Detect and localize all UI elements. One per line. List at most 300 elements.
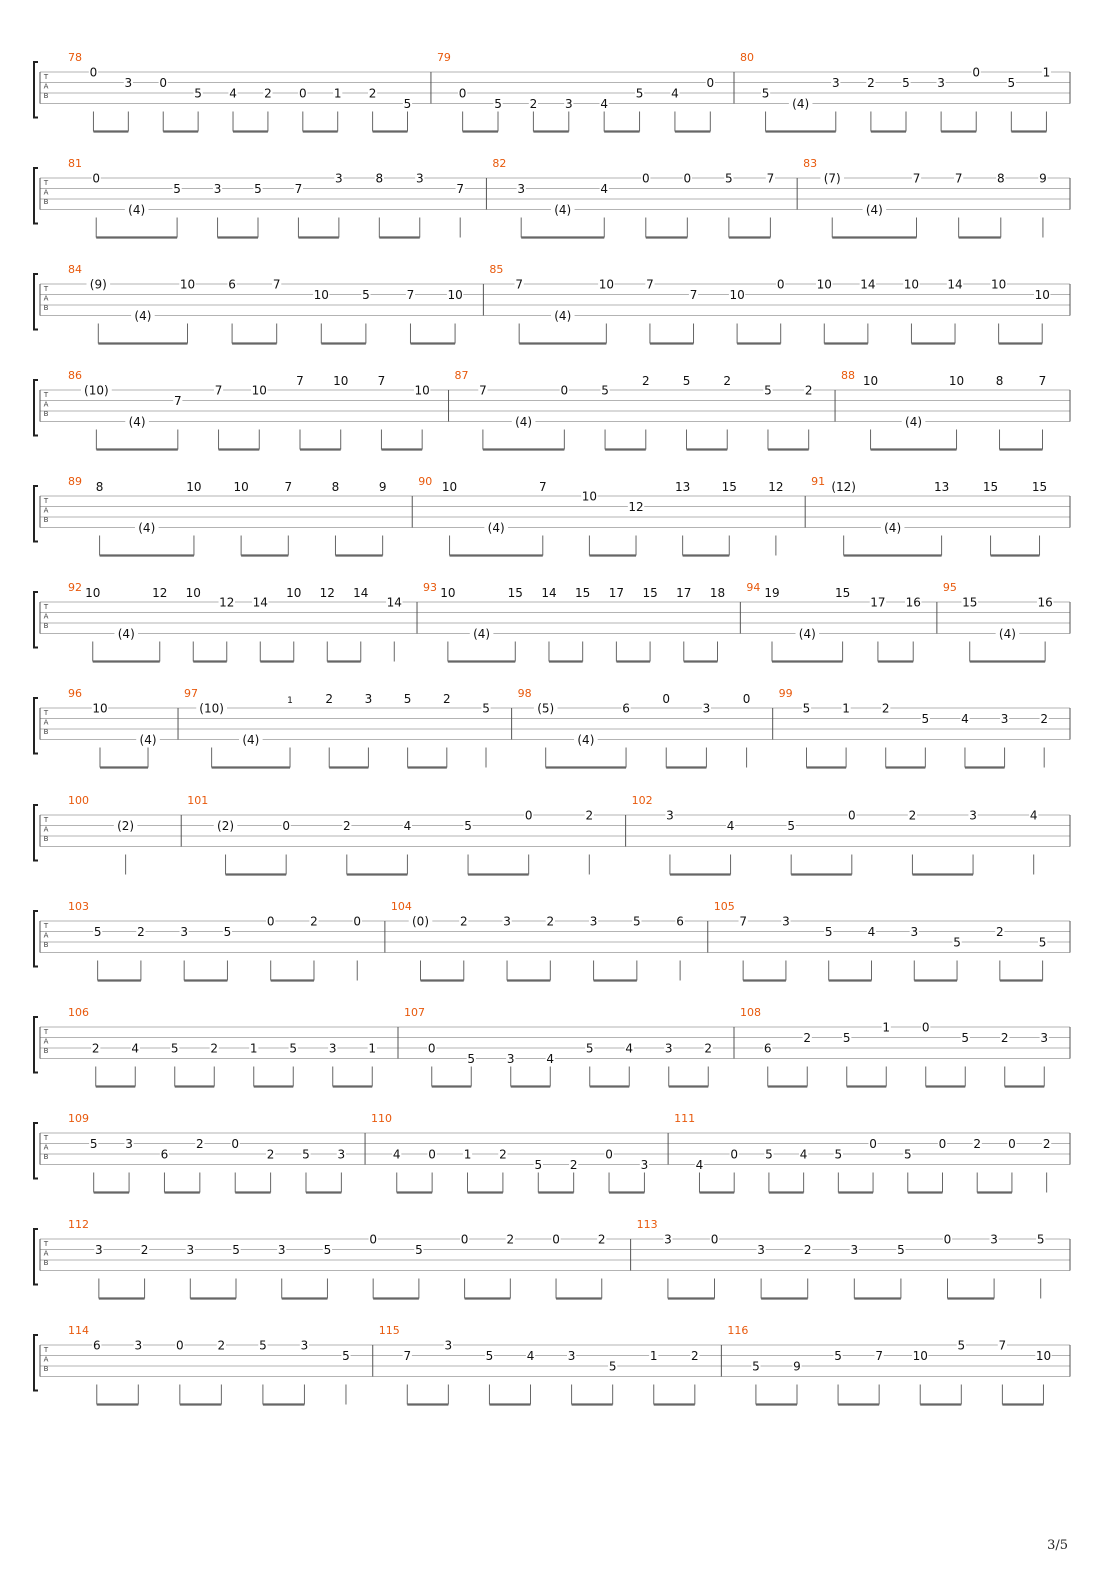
tab-clef-letter: B — [43, 941, 49, 949]
tab-system — [34, 51, 1070, 132]
tab-clef-letter: A — [43, 506, 49, 515]
tab-clef-letter: B — [43, 410, 49, 418]
fret-number: 2 — [342, 819, 351, 833]
tab-clef-letter: A — [43, 1355, 49, 1364]
fret-number: 7 — [646, 277, 654, 292]
fret-number: 3 — [702, 701, 711, 716]
fret-number: 7 — [875, 1349, 883, 1363]
fret-number: 5 — [1036, 1232, 1045, 1247]
fret-number: (4) — [884, 521, 902, 535]
fret-number: 1 — [882, 1020, 891, 1035]
tab-clef-letter: B — [43, 1153, 49, 1161]
fret-number: 0 — [742, 692, 751, 707]
fret-number: 10 — [333, 374, 349, 389]
system-bracket — [34, 1229, 38, 1285]
tab-clef-letter: T — [43, 603, 49, 611]
tab-clef-letter: B — [43, 1365, 49, 1373]
fret-number: 10 — [441, 480, 458, 495]
tab-clef-letter: T — [43, 1346, 49, 1354]
fret-number: 3 — [564, 97, 573, 111]
fret-number: 10 — [990, 277, 1007, 292]
fret-number: (4) — [554, 203, 572, 217]
fret-number: 19 — [764, 586, 780, 601]
fret-number: 10 — [598, 277, 614, 292]
fret-number: 6 — [160, 1147, 169, 1162]
fret-number: 15 — [507, 586, 523, 601]
fret-number: 10 — [581, 489, 598, 504]
system-bracket — [34, 1123, 38, 1179]
fret-number: 18 — [709, 586, 726, 601]
fret-number: 5 — [482, 701, 490, 716]
measure-number: 90 — [418, 475, 433, 488]
fret-number: 4 — [392, 1147, 401, 1162]
measure-number: 106 — [68, 1006, 89, 1019]
fret-number: 5 — [494, 97, 502, 111]
fret-number: 0 — [605, 1147, 613, 1162]
fret-number: 10 — [233, 480, 249, 495]
fret-number: 14 — [353, 586, 369, 601]
fret-number: 16 — [1037, 595, 1053, 610]
fret-number: 5 — [765, 1147, 773, 1162]
measure-number: 107 — [404, 1006, 425, 1019]
measure-number: 81 — [68, 157, 82, 170]
tab-system — [34, 900, 1070, 981]
fret-number: 3 — [415, 171, 424, 186]
fret-number: 10 — [414, 383, 430, 398]
fret-number: 10 — [179, 277, 196, 292]
fret-number: 3 — [213, 182, 222, 196]
fret-number: (7) — [823, 171, 841, 186]
tab-clef-letter: B — [43, 304, 49, 312]
tab-clef-letter: T — [43, 497, 49, 505]
fret-number: 3 — [664, 1232, 672, 1247]
fret-number: 0 — [353, 914, 362, 929]
tab-clef-letter: T — [43, 285, 49, 293]
measure-number: 82 — [492, 157, 507, 170]
system-bracket — [34, 1335, 38, 1391]
fret-number: 2 — [217, 1338, 226, 1353]
fret-number: 0 — [730, 1147, 739, 1162]
fret-number: 2 — [1000, 1031, 1009, 1045]
fret-number: 3 — [1040, 1031, 1049, 1045]
fret-number: 2 — [569, 1158, 578, 1172]
tab-clef-letter: B — [43, 92, 49, 100]
fret-number: 15 — [721, 480, 737, 495]
measure-number: 80 — [740, 51, 754, 64]
fret-number: 3 — [186, 1243, 195, 1257]
fret-number: 1 — [463, 1147, 472, 1162]
measure-number: 85 — [489, 263, 504, 276]
fret-number: 5 — [842, 1031, 851, 1045]
fret-number: 5 — [534, 1158, 543, 1172]
fret-number: 3 — [134, 1338, 143, 1353]
fret-number: 10 — [447, 288, 463, 302]
fret-number: (4) — [242, 733, 260, 747]
tab-clef-letter: A — [43, 188, 49, 197]
fret-number: 13 — [674, 480, 691, 495]
fret-number: 7 — [272, 277, 281, 292]
fret-number: 2 — [803, 1243, 812, 1257]
tab-system — [34, 157, 1070, 238]
tab-clef-letter: T — [43, 816, 49, 824]
fret-number: 7 — [377, 374, 386, 389]
fret-number: 1 — [333, 86, 342, 101]
fret-number: 3 — [910, 925, 919, 939]
fret-number: 10 — [903, 277, 920, 292]
fret-number: 5 — [752, 1359, 760, 1374]
fret-number: 5 — [802, 701, 811, 716]
fret-number: 5 — [194, 86, 202, 101]
fret-number: (4) — [117, 627, 135, 641]
fret-number: 7 — [173, 394, 182, 408]
fret-number: (10) — [199, 701, 224, 716]
fret-number: 0 — [159, 76, 168, 90]
fret-number: 15 — [1031, 480, 1048, 495]
fret-number: (4) — [128, 203, 146, 217]
measure-number: 83 — [803, 157, 818, 170]
fret-number: 4 — [1029, 808, 1038, 823]
fret-number: 2 — [881, 701, 890, 716]
fret-number: 12 — [768, 480, 784, 495]
fret-number: 2 — [499, 1147, 507, 1162]
fret-number: 5 — [89, 1137, 98, 1151]
fret-number: (4) — [134, 309, 152, 323]
fret-number: 8 — [331, 480, 340, 495]
fret-number: 2 — [1042, 1137, 1051, 1151]
fret-number: (5) — [537, 701, 555, 716]
measure-number: 94 — [746, 581, 761, 594]
system-bracket — [34, 1017, 38, 1073]
measure-number: 109 — [68, 1112, 89, 1125]
fret-number: 3 — [757, 1243, 765, 1257]
measure-number: 112 — [68, 1218, 89, 1231]
measure-number: 89 — [68, 475, 82, 488]
fret-number: 10 — [1035, 1349, 1052, 1363]
fret-number: 6 — [92, 1338, 101, 1353]
fret-number: 4 — [671, 86, 679, 101]
fret-number: 16 — [905, 595, 921, 610]
fret-number: 3 — [503, 914, 511, 929]
fret-number: 0 — [776, 277, 785, 292]
fret-number: 2 — [973, 1137, 982, 1151]
fret-number: 0 — [1008, 1137, 1016, 1151]
fret-number: 3 — [300, 1338, 309, 1353]
fret-number: 2 — [459, 914, 468, 929]
measure-number: 115 — [378, 1324, 400, 1337]
fret-number: 5 — [902, 76, 910, 90]
fret-number: 5 — [635, 86, 644, 101]
fret-number: 4 — [546, 1052, 555, 1066]
measure-number: 88 — [841, 369, 856, 382]
measure-number: 103 — [68, 900, 89, 913]
fret-number: 2 — [368, 86, 377, 101]
fret-number: 0 — [552, 1232, 560, 1247]
fret-number: 5 — [834, 1147, 843, 1162]
fret-number: 5 — [824, 925, 833, 939]
fret-number: 3 — [444, 1338, 453, 1353]
fret-number: 5 — [259, 1338, 267, 1353]
measure-number: 111 — [674, 1112, 696, 1125]
tab-system — [34, 1324, 1070, 1405]
fret-number: 5 — [173, 182, 181, 196]
fret-number: 2 — [597, 1232, 606, 1247]
fret-number: 5 — [834, 1349, 842, 1363]
measure-number: 79 — [436, 51, 451, 64]
fret-number: 10 — [1034, 288, 1050, 302]
tab-system — [34, 475, 1070, 556]
tab-clef-letter: B — [43, 1047, 49, 1055]
fret-number: 5 — [223, 925, 232, 939]
tab-system — [34, 581, 1070, 662]
fret-number: 4 — [961, 712, 969, 726]
fret-number: (0) — [412, 914, 430, 929]
fret-number: 2 — [506, 1232, 515, 1247]
tab-clef-letter: T — [43, 1134, 49, 1142]
fret-number: 3 — [1000, 712, 1009, 726]
fret-number: 0 — [706, 76, 715, 90]
measure-number: 108 — [740, 1006, 761, 1019]
system-bracket — [34, 698, 38, 754]
fret-number: 0 — [266, 914, 275, 929]
fret-number: 8 — [995, 374, 1004, 389]
measure-number: 116 — [727, 1324, 749, 1337]
fret-number: 12 — [152, 586, 168, 601]
fret-number: 2 — [723, 374, 732, 389]
tab-clef-letter: T — [43, 922, 49, 930]
fret-number: 5 — [921, 712, 930, 726]
measure-number: 114 — [68, 1324, 89, 1337]
fret-number: 5 — [897, 1243, 905, 1257]
tab-clef-letter: B — [43, 835, 49, 843]
fret-number: 10 — [186, 480, 202, 495]
fret-number: 7 — [296, 374, 304, 389]
fret-number: 9 — [378, 480, 387, 495]
fret-number: 4 — [867, 925, 876, 939]
fret-number: (4) — [577, 733, 595, 747]
fret-number: 12 — [319, 586, 335, 601]
tab-system — [34, 263, 1070, 344]
tab-system — [34, 687, 1070, 768]
fret-number: 2 — [140, 1243, 149, 1257]
fret-number: (10) — [84, 383, 109, 398]
measure-number: 78 — [68, 51, 82, 64]
fret-number: 7 — [284, 480, 293, 495]
fret-number: 0 — [231, 1137, 240, 1151]
fret-number: 5 — [787, 819, 796, 833]
fret-number: (4) — [473, 627, 491, 641]
fret-number: 5 — [485, 1349, 494, 1363]
fret-number: 0 — [869, 1137, 877, 1151]
fret-number: 2 — [996, 925, 1004, 939]
fret-number: 7 — [456, 182, 465, 196]
fret-number: 0 — [943, 1232, 952, 1247]
fret-number: 1 — [249, 1041, 258, 1056]
fret-number: 0 — [938, 1137, 947, 1151]
fret-number: 12 — [219, 595, 235, 610]
fret-number: 2 — [264, 86, 272, 101]
fret-number: 15 — [834, 586, 851, 601]
fret-number: 0 — [458, 86, 467, 101]
fret-number: (4) — [792, 97, 810, 111]
measure-number: 98 — [517, 687, 532, 700]
measure-number: 84 — [68, 263, 82, 276]
fret-number: 5 — [170, 1041, 179, 1056]
fret-number: 17 — [676, 586, 692, 601]
fret-number: 3 — [124, 76, 133, 90]
fret-number: 5 — [953, 935, 961, 950]
fret-number: 10 — [313, 288, 329, 302]
fret-number: 3 — [277, 1243, 286, 1257]
fret-number: 5 — [464, 819, 472, 833]
fret-number: 5 — [323, 1243, 332, 1257]
tab-system — [34, 794, 1070, 875]
measure-number: 96 — [68, 687, 82, 700]
fret-number: 3 — [990, 1232, 998, 1247]
fret-number: 10 — [816, 277, 832, 292]
fret-number: 1 — [842, 701, 850, 716]
fret-number: 14 — [860, 277, 876, 292]
fret-number: 7 — [912, 171, 921, 186]
tab-clef-letter: A — [43, 612, 49, 621]
fret-number: (4) — [905, 415, 923, 429]
system-bracket — [34, 911, 38, 967]
fret-number: 7 — [403, 1349, 412, 1363]
fret-number: 6 — [228, 277, 236, 292]
fret-number: 2 — [704, 1041, 713, 1056]
system-bracket — [34, 592, 38, 648]
fret-number: 0 — [847, 808, 856, 823]
fret-number: 4 — [526, 1349, 535, 1363]
fret-number: 6 — [622, 701, 630, 716]
tab-clef-letter: A — [43, 400, 49, 409]
fret-number: 10 — [185, 586, 201, 601]
fret-number: 4 — [695, 1158, 704, 1172]
system-bracket — [34, 62, 38, 118]
fret-number: 3 — [831, 76, 840, 90]
fret-number: 15 — [575, 586, 591, 601]
fret-number: 9 — [793, 1359, 801, 1374]
fret-number: 0 — [560, 383, 569, 398]
fret-number: 2 — [529, 97, 538, 111]
fret-number: 5 — [403, 692, 412, 707]
tab-clef-letter: A — [43, 294, 49, 303]
fret-number: 15 — [962, 595, 978, 610]
fret-number: 7 — [1038, 374, 1047, 389]
fret-number: 2 — [641, 374, 650, 389]
fret-number: 3 — [782, 914, 790, 929]
fret-number: 0 — [524, 808, 533, 823]
fret-number: 5 — [961, 1031, 970, 1045]
fret-number: 10 — [286, 586, 302, 601]
fret-number: 5 — [93, 925, 102, 939]
tab-system — [34, 1218, 1070, 1299]
measure-number: 99 — [778, 687, 793, 700]
fret-number: 14 — [541, 586, 557, 601]
tab-clef-letter: A — [43, 931, 49, 940]
fret-number: 5 — [289, 1041, 298, 1056]
fret-number: 6 — [676, 914, 684, 929]
tab-clef-letter: A — [43, 1249, 49, 1258]
fret-number: 3 — [95, 1243, 103, 1257]
fret-number: 4 — [600, 182, 609, 196]
measure-number: 100 — [68, 794, 89, 807]
fret-number: 0 — [176, 1338, 184, 1353]
fret-number: 12 — [628, 500, 644, 514]
fret-number: 0 — [298, 86, 307, 101]
fret-number: (4) — [487, 521, 505, 535]
fret-number: 5 — [362, 288, 370, 302]
measure-number: 102 — [631, 794, 653, 807]
fret-number: 5 — [254, 182, 262, 196]
fret-number: 7 — [294, 182, 303, 196]
tab-clef-letter: A — [43, 1143, 49, 1152]
fret-number: 13 — [933, 480, 950, 495]
fret-number: 7 — [515, 277, 523, 292]
fret-number: 10 — [862, 374, 879, 389]
fret-number: 5 — [467, 1052, 476, 1066]
tab-clef-letter: B — [43, 198, 49, 206]
fret-number: 2 — [867, 76, 875, 90]
fret-number: 5 — [342, 1349, 350, 1363]
tab-clef-letter: B — [43, 516, 49, 524]
fret-number: 0 — [641, 171, 650, 186]
fret-number: 0 — [710, 1232, 719, 1247]
fret-number: 17 — [870, 595, 886, 610]
fret-number: 3 — [180, 925, 188, 939]
fret-number: 3 — [125, 1137, 133, 1151]
fret-number: 2 — [325, 692, 334, 707]
fret-number: (9) — [89, 277, 107, 292]
fret-number: 9 — [1039, 171, 1047, 186]
tab-clef-letter: T — [43, 391, 49, 399]
fret-number: 10 — [440, 586, 456, 601]
fret-number: (12) — [831, 480, 856, 495]
measure-number: 113 — [636, 1218, 658, 1231]
fret-number: 10 — [729, 288, 745, 302]
tab-clef-letter: B — [43, 622, 49, 630]
tab-clef-letter: T — [43, 709, 49, 717]
fret-number: 5 — [1007, 76, 1016, 90]
fret-number: 17 — [608, 586, 625, 601]
tab-clef-letter: B — [43, 1259, 49, 1267]
fret-number: 2 — [196, 1137, 204, 1151]
tab-clef-letter: T — [43, 179, 49, 187]
fret-number: 15 — [982, 480, 999, 495]
fret-number: 2 — [91, 1041, 100, 1056]
fret-number: 5 — [957, 1338, 966, 1353]
fret-number: 0 — [427, 1041, 436, 1056]
system-bracket — [34, 805, 38, 861]
measure-number: 95 — [942, 581, 957, 594]
fret-number: 7 — [739, 914, 747, 929]
measure-number: 93 — [423, 581, 438, 594]
fret-number: (4) — [554, 309, 572, 323]
tab-system — [34, 369, 1070, 450]
measure-number: 97 — [184, 687, 199, 700]
fret-number: 2 — [585, 808, 594, 823]
fret-number: 5 — [761, 86, 770, 101]
fret-number: 3 — [337, 1147, 346, 1162]
fret-number: (4) — [515, 415, 533, 429]
fret-number: 10 — [251, 383, 267, 398]
fret-number: 3 — [335, 171, 343, 186]
fret-number: 8 — [996, 171, 1005, 186]
system-bracket — [34, 486, 38, 542]
fret-number: (2) — [217, 819, 235, 833]
fret-number: 3 — [364, 692, 373, 707]
fret-number: 3 — [664, 1041, 673, 1056]
fret-number: (4) — [128, 415, 146, 429]
